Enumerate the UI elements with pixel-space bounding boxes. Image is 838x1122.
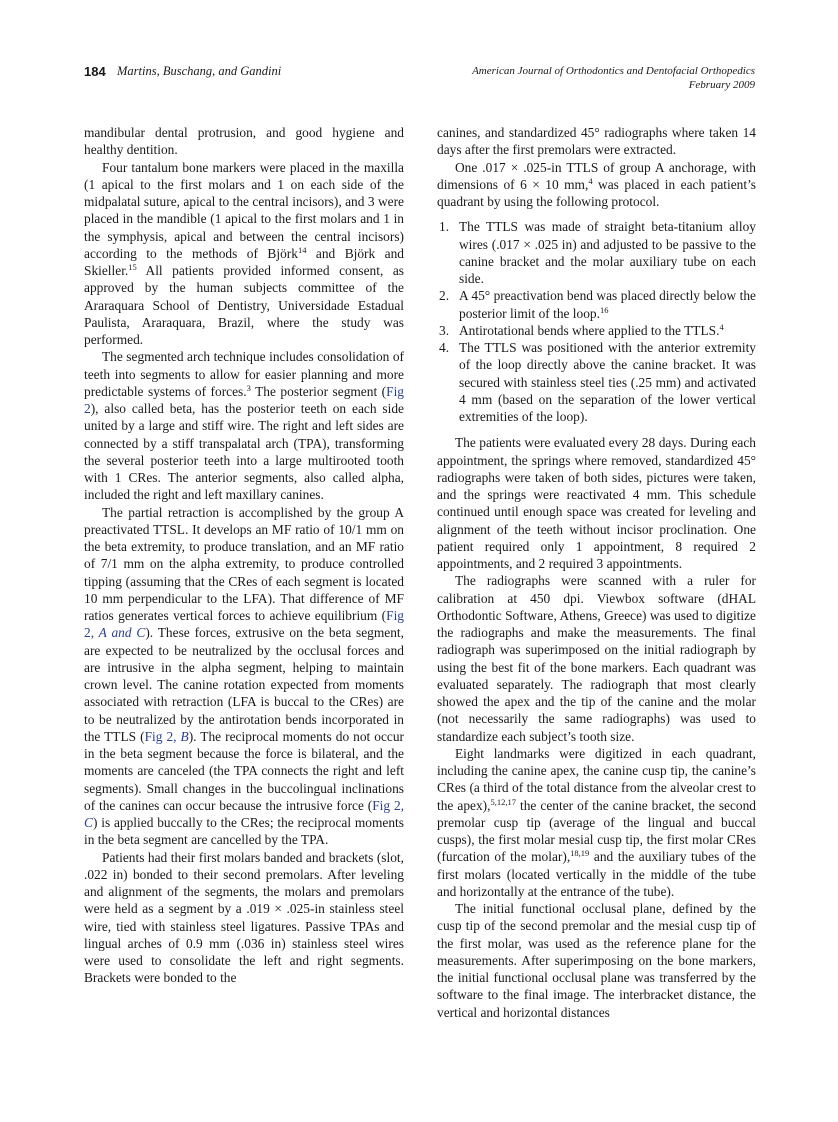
paragraph: mandibular dental protrusion, and good hygiene and healthy dentition. [84,125,404,158]
paragraph: The patients were evaluated every 28 days. During each appointment, the springs where removed, standardized 45° radiographs were taken of both sides, pictures were taken, and the springs were reactivated 4 mm. This schedule continued until enough space was created for leveling and alignment of the teeth without incisor proclination. One patient required only 1 appointment, 8 required 2 appointments, and 2 required 3 appointments. [437,435,756,571]
citation[interactable]: 16 [599,304,609,315]
list-item: 4. The TTLS was positioned with the anterior extremity of the loop directly above the canine bracket. It was secured with stainless steel ties (.25 mm) and activated 4 mm (based on the separation of the lower vertical extremities of the loop). [439,340,756,424]
citation[interactable]: 14 [297,244,307,255]
citation[interactable]: 4 [719,321,724,332]
left-column [84,124,404,987]
citation[interactable]: 15 [128,262,137,272]
page-number: 184 [84,64,106,79]
list-item: 3. Antirotational bends where applied to the TTLS.$^4$ [439,321,724,338]
paragraph: One .017 × .025-in TTLS of group A anchorage, with dimensions of 6 × 10 mm,$^4$ was placed in each patient’s quadrant by using the following protocol. [437,159,756,209]
paragraph: The radiographs were scanned with a ruler for calibration at 450 dpi. Viewbox software (dHAL Orthodontic Software, Athens, Greece) was used to digitize the radiographs and make the measurements. The final radiograph was superimposed on the initial radiograph by using the best fit of the bone markers. Each quadrant was evaluated separately. The radiograph that most clearly showed the apex and the tip of the canine and the molar (not necessarily the same radiographs) was used to standardize each subject’s tooth size. [437,573,756,744]
citation[interactable]: 5,12,17 [490,796,516,807]
citation[interactable]: 4 [588,175,593,186]
figure-link[interactable]: Fig 2 [84,383,404,416]
paragraph: Four tantalum bone markers were placed in the maxilla (1 apical to the first molars and 1 on each side of the midpalatal suture, apical to the central incisors), and 3 were placed in the mandible (1 apical to the first molars and 1 in the symphysis, apical and between the central incisors) according to the methods of Björk$^{14}$ and Björk and Skieller.$^{15}$ All patients provided informed consent, as approved by the human subjects committee of the Araraquara School of Dentistry, Universidade Estadual Paulista, Araraquara, Brazil, where the study was performed. [84,159,405,347]
right-column [437,124,756,1021]
running-header [84,64,755,94]
figure-link[interactable]: Fig 2, B [144,728,189,744]
paragraph: The segmented arch technique includes consolidation of teeth into segments to allow for easier planning and more predictable systems of forces.$^3$ The posterior segment (Fig 2), also called beta, has the posterior teeth on each side united by a large and stiff wire. The right and left sides are connected by a stiff transpalatal arch (TPA), transforming the several posterior teeth into a large multirooted tooth with 1 CRes. The anterior segments, also called alpha, included the right and left maxillary canines. [84,349,404,503]
journal-info [472,64,755,92]
paragraph: Patients had their first molars banded and brackets (slot, .022 in) bonded to their second premolars. After leveling and alignment of the segments, the molars and premolars were held as a segment by a .019 × .025-in stainless steel wire, tied with stainless steel ligatures. Passive TPAs and lingual arches of 0.9 mm (.036 in) stainless steel wires were used to consolidate the left and right segments. Brackets were bonded to the [84,849,404,986]
citation[interactable]: 18,19 [570,848,590,859]
paragraph: The initial functional occlusal plane, defined by the cusp tip of the second premolar and the mesial cusp tip of the first molar, was used as the reference plane for the measurements. After superimposing on the bone markers, the initial functional occlusal plane was transferred by the software to the final image. The interbracket distance, the vertical and horizontal distances [437,901,756,1020]
journal-title: American Journal of Orthodontics and Dentofacial Orthopedics [472,65,755,77]
journal-issue: February 2009 [688,79,755,91]
figure-link[interactable]: Fig 2, A and C [84,608,404,641]
protocol-list [437,218,756,425]
paragraph: canines, and standardized 45° radiographs where taken 14 days after the first premolars were extracted. [437,125,756,158]
list-item: 1. The TTLS was made of straight beta-titanium alloy wires (.017 × .025 in) and adjusted to be passive to the canine bracket and the molar auxiliary tube on each side. [439,219,756,286]
figure-link[interactable]: Fig 2, C [84,797,405,830]
citation[interactable]: 3 [246,382,251,393]
paragraph: Eight landmarks were digitized in each quadrant, including the canine apex, the canine cusp tip, the canine’s CRes (a third of the total distance from the alveolar crest to the apex),$^{5,12,17}$ the center of the canine bracket, the second premolar cusp tip (average of the lingual and buccal cusps), the first molar mesial cusp tip, the first molar CRes (furcation of the molar),$^{18,19}$ and the auxiliary tubes of the first molars (located vertically in the middle of the tube and horizontally at the entrance of the tube). [437,745,757,899]
paragraph: The partial retraction is accomplished by the group A preactivated TTSL. It develops an MF ratio of 10/1 mm on the beta extremity, to produce translation, and an MF ratio of 7/1 mm on the alpha extremity, to produce controlled tipping (assuming that the CRes of each segment is located 10 mm perpendicular to the LFA). That difference of MF ratios generates vertical forces to achieve equilibrium (Fig 2, A and C). These forces, extrusive on the beta segment, are expected to be neutralized by the occlusal forces and are intrusive in the alpha segment, helping to maintain crown level. The canine rotation expected from moments associated with retraction (LFA is buccal to the CRes) are to be neutralized by the antirotation bends incorporated in the TTLS (Fig 2, B). The reciprocal moments do not occur in the beta segment because the force is bilateral, and the moments are canceled (the TPA connects the right and left segments). Small changes in the buccolingual inclinations of the canines can occur because the intrusive force (Fig 2, C) is applied buccally to the CRes; the reciprocal moments in the beta segment are cancelled by the TPA. [84,504,405,848]
list-item: 2. A 45° preactivation bend was placed directly below the posterior limit of the loop.$^{16}$ [439,288,756,321]
running-authors: Martins, Buschang, and Gandini [117,64,282,78]
